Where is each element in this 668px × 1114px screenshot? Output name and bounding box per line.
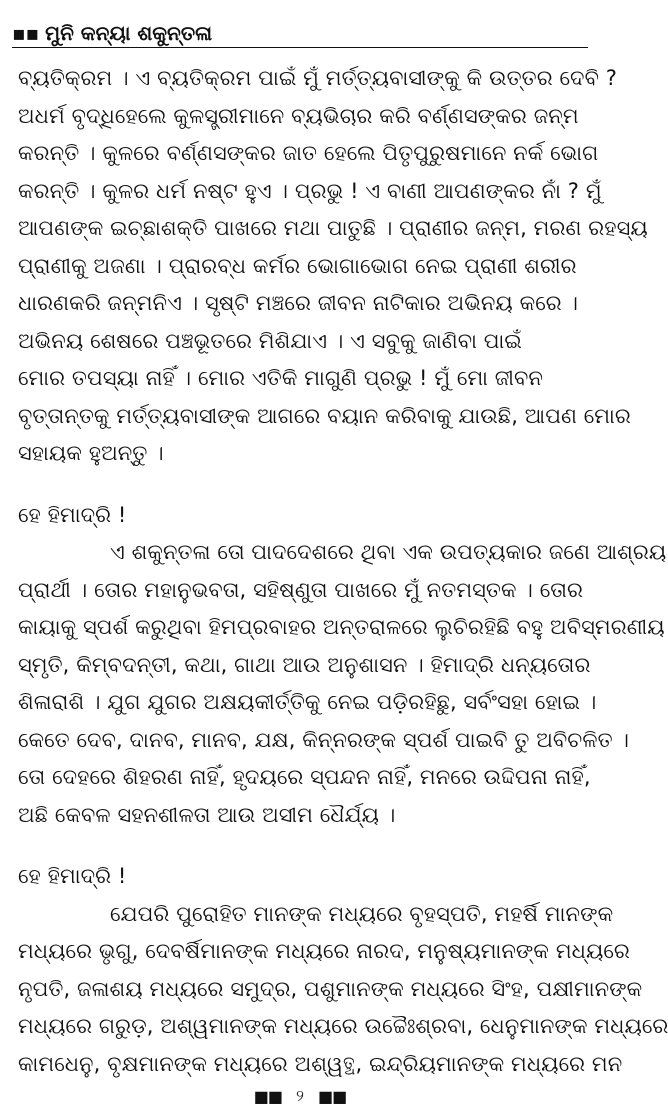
invocation-heading: ହେ ହିମାଦ୍ରି !	[18, 864, 127, 888]
text-line: ବ୍ୟତିକ୍ରମ । ଏ ବ୍ୟତିକ୍ରମ ପାଇଁ ମୁଁ ମର୍ତ୍ତ୍ୟବାସୀଙ୍କୁ କି ଉତ୍ତର ଦେବି ?	[18, 66, 618, 90]
text-line: ମଧ୍ୟରେ ଗରୁଡ଼, ଅଶ୍ୱମାନଙ୍କ ମଧ୍ୟରେ ଉଚ୍ଚୈଃଶ୍ରବା, ଧେନୁମାନଙ୍କ ମଧ୍ୟରେ	[18, 1014, 668, 1038]
footer-ornament-left: ■■	[253, 1086, 283, 1106]
text-line: କାୟାକୁ ସ୍ପର୍ଶ କରୁଥିବା ହିମପ୍ରବାହର ଅନ୍ତରାଳରେ ଲୁଚିରହିଛି ବହୁ ଅବିସ୍ମରଣୀୟ	[18, 615, 665, 639]
text-line: ମଧ୍ୟରେ ଭୃଗୁ, ଦେବର୍ଷିମାନଙ୍କ ମଧ୍ୟରେ ନାରଦ, ମନୁଷ୍ୟମାନଙ୍କ ମଧ୍ୟରେ	[18, 939, 630, 963]
text-line: କରନ୍ତି । କୁଳର ଧର୍ମ ନଷ୍ଟ ହୁଏ । ପ୍ରଭୁ ! ଏ ବାଣୀ ଆପଣଙ୍କର ନାଁ ? ମୁଁ	[18, 178, 602, 203]
running-header	[12, 8, 588, 48]
header-ornament: ▪▪	[12, 21, 40, 45]
text-line: ସ୍ମୃତି, କିମ୍ବଦନ୍ତୀ, କଥା, ଗାଥା ଆଉ ଅନୁଶାସନ । ହିମାଦ୍ରି ଧନ୍ୟତୋର	[18, 652, 591, 677]
paragraph-2	[18, 497, 667, 835]
text-line: ମୋର ତପସ୍ୟା ନାହିଁ । ମୋର ଏତିକି ମାଗୁଣି ପ୍ରଭୁ ! ମୁଁ ମୋ ଜୀବନ	[18, 366, 543, 390]
invocation-heading: ହେ ହିମାଦ୍ରି !	[18, 502, 127, 527]
text-line: ନୃପତି, ଜଳାଶୟ ମଧ୍ୟରେ ସମୁଦ୍ର, ପଶୁମାନଙ୍କ ମଧ୍ୟରେ ସିଂହ, ପକ୍ଷୀମାନଙ୍କ	[18, 976, 643, 1001]
paragraph-1	[18, 60, 648, 473]
paragraph-3	[18, 858, 668, 1083]
text-line: ଏ ଶକୁନ୍ତଳା ତୋ ପାଦଦେଶରେ ଥିବା ଏକ ଉପତ୍ୟକାର ଜଣେ ଆଶ୍ରୟ	[110, 540, 667, 564]
text-line: କାମଧେନୁ, ବୃକ୍ଷମାନଙ୍କ ମଧ୍ୟରେ ଅଶ୍ୱତ୍ଥ, ଇନ୍ଦ୍ରିୟମାନଙ୍କ ମଧ୍ୟରେ ମନ	[18, 1051, 623, 1076]
page-footer	[0, 1084, 600, 1108]
text-line: ସହାୟକ ହୁଅନ୍ତୁ ।	[18, 441, 164, 465]
text-line: କରନ୍ତି । କୁଳରେ ବର୍ଣ୍ଣସଙ୍କର ଜାତ ହେଲେ ପିତୃପୁରୁଷମାନେ ନର୍କ ଭୋଗ	[18, 141, 599, 165]
footer-ornament-right: ■■	[317, 1086, 347, 1106]
text-line: ବୃତ୍ତାନ୍ତକୁ ମର୍ତ୍ତ୍ୟବାସୀଙ୍କ ଆଗରେ ବୟାନ କରିବାକୁ ଯାଉଛି, ଆପଣ ମୋର	[18, 403, 631, 428]
running-title: ମୁନି କନ୍ୟା ଶକୁନ୍ତଳା	[45, 21, 213, 45]
text-line: ଯେପରି ପୁରୋହିତ ମାନଙ୍କ ମଧ୍ୟରେ ବୃହସ୍ପତି, ମହର୍ଷି ମାନଙ୍କ	[110, 901, 614, 926]
text-line: ଧାରଣକରି ଜନ୍ମନିଏ । ସୃଷ୍ଟି ମଞ୍ଚରେ ଜୀବନ ନାଟିକାର ଅଭିନୟ କରେ ।	[18, 291, 579, 315]
text-line: ଅଛି କେବଳ ସହନଶୀଳତା ଆଉ ଅସୀମ ଧୈର୍ଯ୍ୟ ।	[18, 802, 396, 827]
page-body	[18, 60, 668, 1083]
text-line: ପ୍ରାଣୀକୁ ଅଜଣା । ପ୍ରାରବ୍ଧ କର୍ମର ଭୋଗାଭୋଗ ନେଇ ପ୍ରାଣୀ ଶରୀର	[18, 253, 577, 278]
text-line: ଅଧର୍ମ ବୃଦ୍ଧିହେଲେ କୁଳସ୍ତ୍ରୀମାନେ ବ୍ୟଭିଚାର କରି ବର୍ଣ୍ଣସଙ୍କର ଜନ୍ମ	[18, 103, 579, 128]
text-line: ଶିଳାରାଶି । ଯୁଗ ଯୁଗର ଅକ୍ଷୟକୀର୍ତ୍ତିକୁ ନେଇ ପଡ଼ିରହିଛୁ, ସର୍ବଂସହା ହୋଇ ।	[18, 690, 597, 714]
text-line: ଅଭିନୟ ଶେଷରେ ପଞ୍ଚଭୂତରେ ମିଶିଯାଏ । ଏ ସବୁକୁ ଜାଣିବା ପାଇଁ	[18, 328, 522, 353]
text-line: କେତେ ଦେବ, ଦାନବ, ମାନବ, ଯକ୍ଷ, କିନ୍ନରଙ୍କ ସ୍ପର୍ଶ ପାଇବି ତୁ ଅବିଚଳିତ ।	[18, 727, 630, 752]
text-line: ଆପଣଙ୍କ ଇଚ୍ଛାଶକ୍ତି ପାଖରେ ମଥା ପାତୁଛି । ପ୍ରାଣୀର ଜନ୍ମ, ମରଣ ରହସ୍ୟ	[18, 216, 648, 240]
text-line: ପ୍ରାର୍ଥୀ । ତୋର ମହାନୁଭବତା, ସହିଷ୍ଣୁତା ପାଖରେ ମୁଁ ନତମସ୍ତକ । ତୋର	[18, 577, 584, 602]
page-number: ୨	[296, 1086, 304, 1105]
text-line: ତୋ ଦେହରେ ଶିହରଣ ନାହିଁ, ହୃଦୟରେ ସ୍ପନ୍ଦନ ନାହିଁ, ମନରେ ଉଦ୍ଦିପନା ନାହିଁ,	[18, 765, 591, 789]
